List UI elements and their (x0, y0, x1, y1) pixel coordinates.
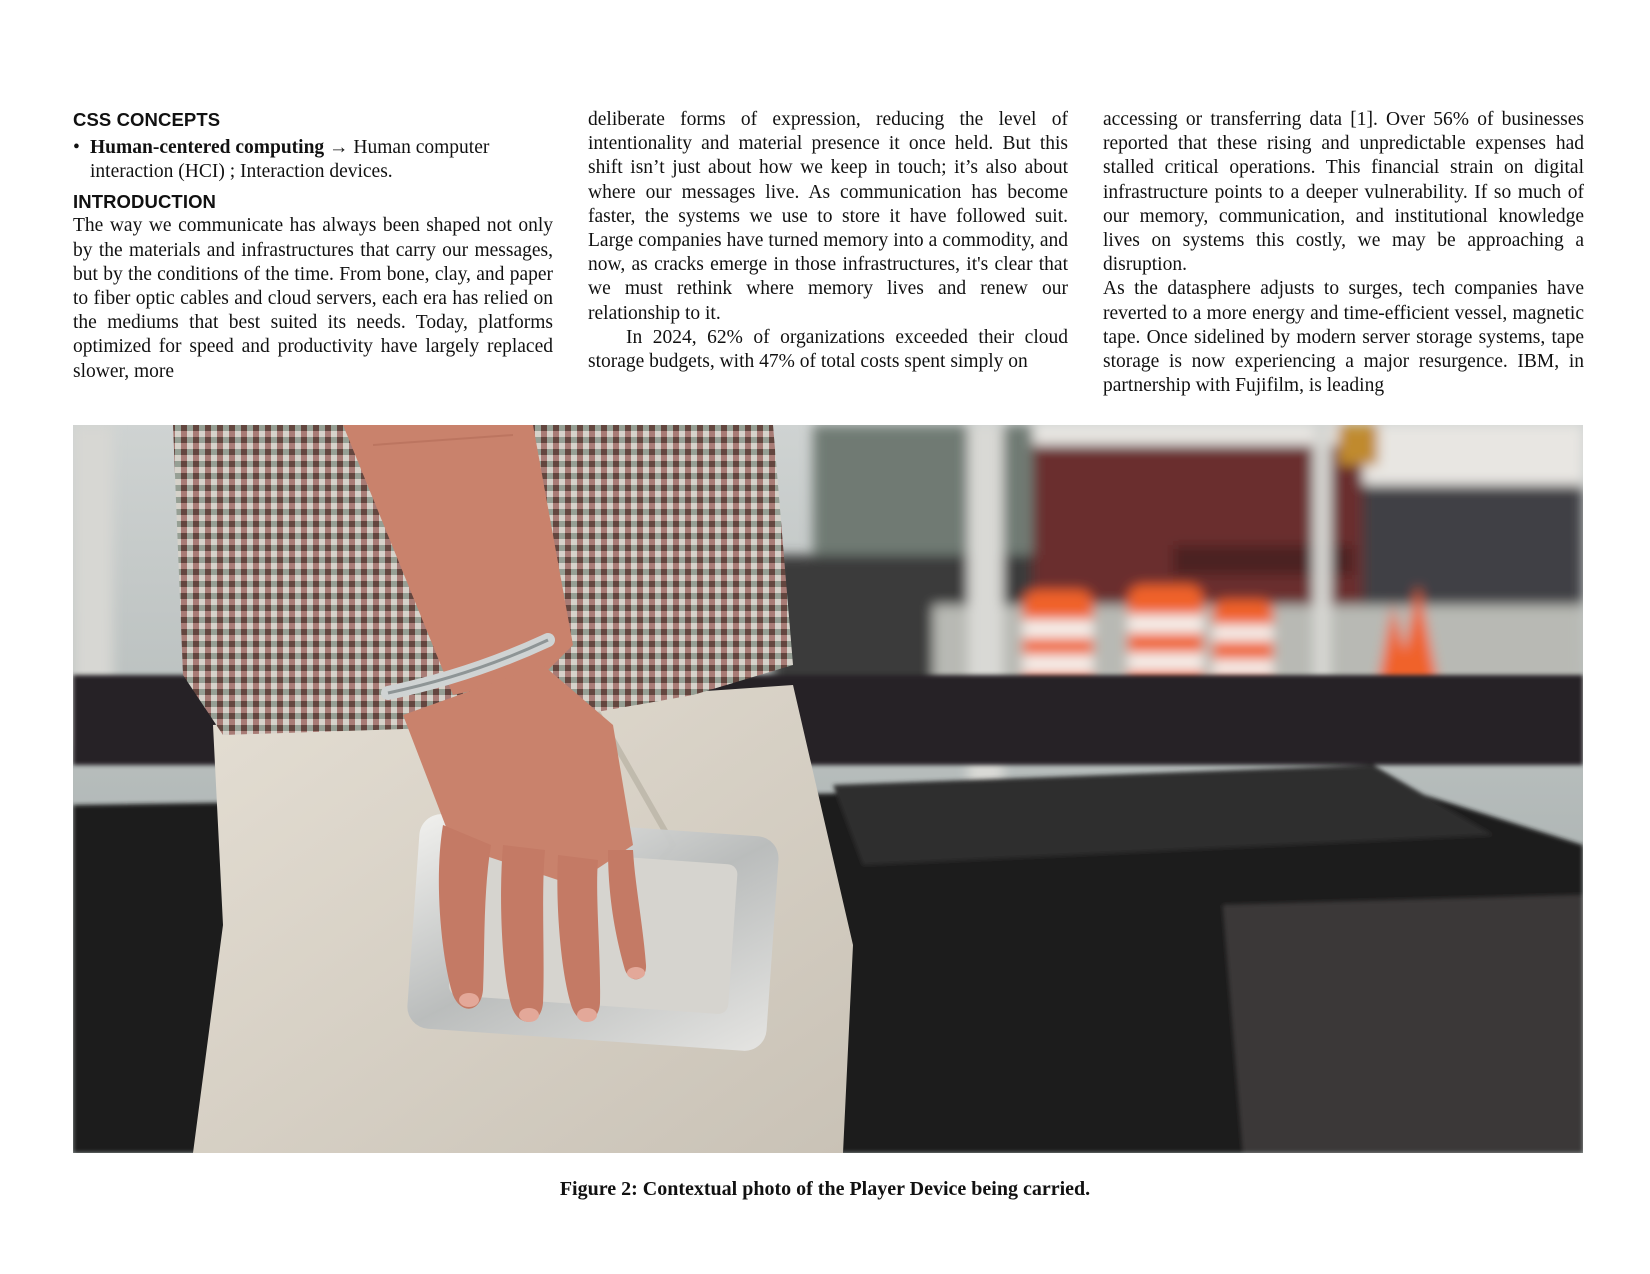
css-concepts-item (73, 136, 553, 184)
introduction-heading: INTRODUCTION (73, 191, 217, 213)
css-concepts-bold: Human-centered computing (90, 137, 325, 158)
column-3 (1103, 108, 1584, 398)
intro-paragraph-1-part-2: deliberate forms of expression, reducing the level of intentionality and material presence it once held. But this shift isn’t just about how we keep in touch; it’s also about where our messages live. As communication has become faster, the systems we use to store it have followed suit. Large companies have turned memory into a commodity, and now, as cracks emerge in those infrastructures, it's clear that we must rethink where memory lives and renew our relationship to it. (588, 109, 1068, 324)
css-concepts-heading: CSS CONCEPTS (73, 109, 221, 130)
intro-paragraph-2-part-2: accessing or transferring data [1]. Over 56% of businesses reported that these rising and unpredictable expenses had stalled critical operations. This financial strain on digital infrastructure points to a deeper vulnerability. If so much of our memory, communication, and institutional knowledge lives on systems this costly, we may be approaching a disruption. (1103, 109, 1584, 276)
css-concepts-rest: Human computer interaction (HCI) ; Interaction devices. (90, 137, 490, 183)
intro-paragraph-3: As the datasphere adjusts to surges, tech companies have reverted to a more energy and time-efficient vessel, magnetic tape. Once sidelined by modern server storage systems, tape storage is now experiencing a major resurgence. IBM, in partnership with Fujifilm, is leading (1103, 278, 1584, 397)
intro-paragraph-2-part-1: In 2024, 62% of organizations exceeded their cloud storage budgets, with 47% of total costs spent simply on (588, 326, 1068, 373)
bullet-icon: • (73, 137, 80, 158)
figure-photo (73, 425, 1583, 1153)
arrow-icon: → (329, 137, 349, 158)
css-concepts-text (90, 136, 553, 184)
player-device-photo (73, 425, 1583, 1153)
column-1 (73, 108, 553, 384)
column-2 (588, 108, 1068, 374)
figure-caption: Figure 2: Contextual photo of the Player Device being carried. (559, 1178, 1091, 1200)
intro-paragraph-1-part-1: The way we communicate has always been shaped not only by the materials and infrastructures that carry our messages, but by the conditions of the time. From bone, clay, and paper to fiber optic cables and cloud servers, each era has relied on the mediums that best suited its needs. Today, platforms optimized for speed and productivity have largely replaced slower, more (73, 215, 553, 382)
